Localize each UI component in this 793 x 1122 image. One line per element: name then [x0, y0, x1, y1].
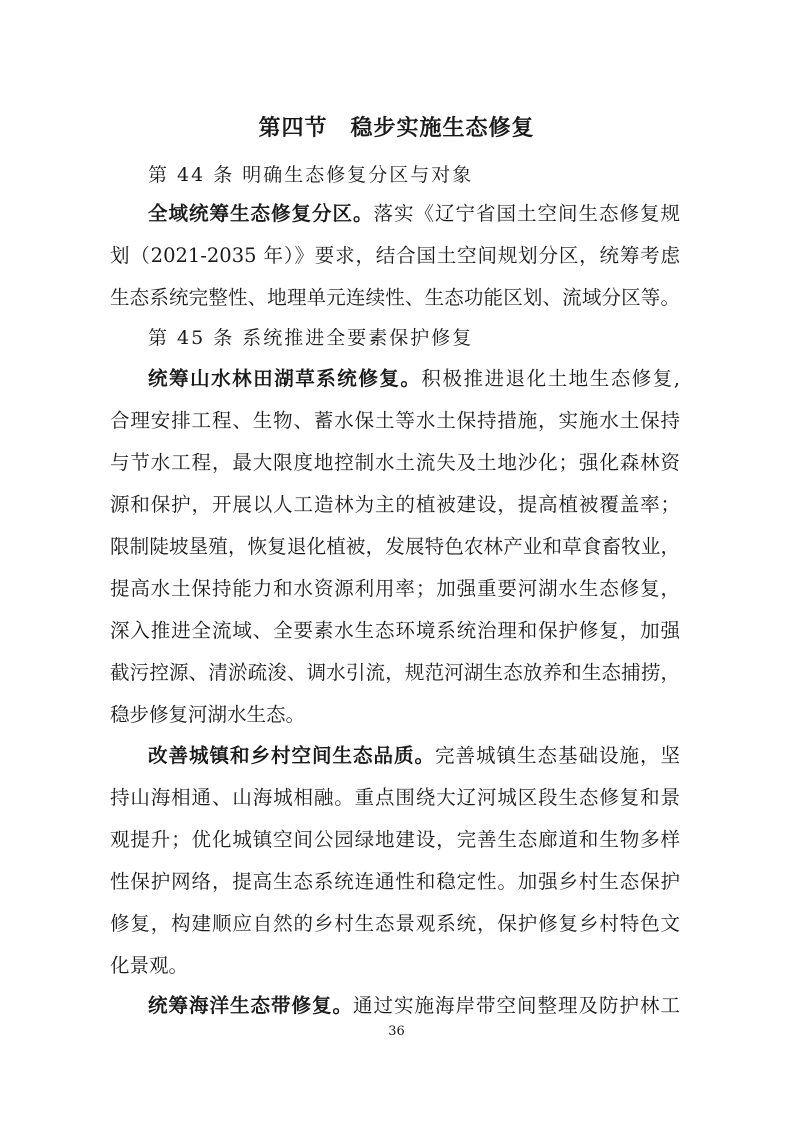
paragraph-line: 源和保护，开展以人工造林为主的植被建设，提高植被覆盖率； — [110, 493, 680, 516]
paragraph-lead: 统筹山水林田湖草系统修复。 — [148, 367, 422, 390]
section-title: 第四节 稳步实施生态修复 — [258, 116, 535, 141]
paragraph-line: 化景观。 — [110, 954, 189, 977]
paragraph-line: 合理安排工程、生物、蓄水保土等水土保持措施，实施水土保持 — [110, 409, 680, 432]
paragraph-line — [148, 201, 680, 227]
paragraph-line: 限制陡坡垦殖，恢复退化植被，发展特色农林产业和草食畜牧业， — [110, 535, 680, 558]
paragraph-line: 生态系统完整性、地理单元连续性、生态功能区划、流域分区等。 — [110, 286, 680, 309]
paragraph-text: 完善城镇生态基础设施，坚 — [434, 744, 680, 767]
paragraph-line: 划（2021-2035 年）》要求，结合国土空间规划分区，统筹考虑 — [110, 244, 680, 267]
paragraph-line: 性保护网络，提高生态系统连通性和稳定性。加强乡村生态保护 — [110, 870, 680, 893]
article-44-heading: 第 44 条 明确生态修复分区与对象 — [148, 164, 474, 186]
paragraph-line: 截污控源、清淤疏浚、调水引流，规范河湖生态放养和生态捕捞， — [110, 661, 680, 684]
paragraph-line: 深入推进全流域、全要素水生态环境系统治理和保护修复，加强 — [110, 619, 680, 642]
paragraph-line — [148, 366, 680, 392]
paragraph-lead: 全域统筹生态修复分区。 — [148, 202, 374, 225]
paragraph-line — [148, 993, 680, 1019]
paragraph-line: 与节水工程，最大限度地控制水土流失及土地沙化；强化森林资 — [110, 451, 680, 474]
paragraph-lead: 统筹海洋生态带修复。 — [148, 994, 353, 1017]
paragraph-line: 持山海相通、山海城相融。重点围绕大辽河城区段生态修复和景 — [110, 786, 680, 809]
paragraph-line: 提高水土保持能力和水资源利用率；加强重要河湖水生态修复， — [110, 577, 680, 600]
paragraph-line: 观提升；优化城镇空间公园绿地建设，完善生态廊道和生物多样 — [110, 828, 680, 851]
page-number: 36 — [388, 1024, 405, 1039]
paragraph-lead: 改善城镇和乡村空间生态品质。 — [148, 744, 435, 767]
paragraph-line: 稳步修复河湖水生态。 — [110, 703, 306, 726]
paragraph-text: 落实《辽宁省国土空间生态修复规 — [373, 202, 680, 225]
paragraph-line: 修复，构建顺应自然的乡村生态景观系统，保护修复乡村特色文 — [110, 912, 680, 935]
article-45-heading: 第 45 条 系统推进全要素保护修复 — [148, 327, 474, 349]
paragraph-line — [148, 743, 680, 769]
paragraph-text: 通过实施海岸带空间整理及防护林工 — [353, 994, 680, 1017]
paragraph-text: 积极推进退化土地生态修复, — [421, 367, 680, 390]
